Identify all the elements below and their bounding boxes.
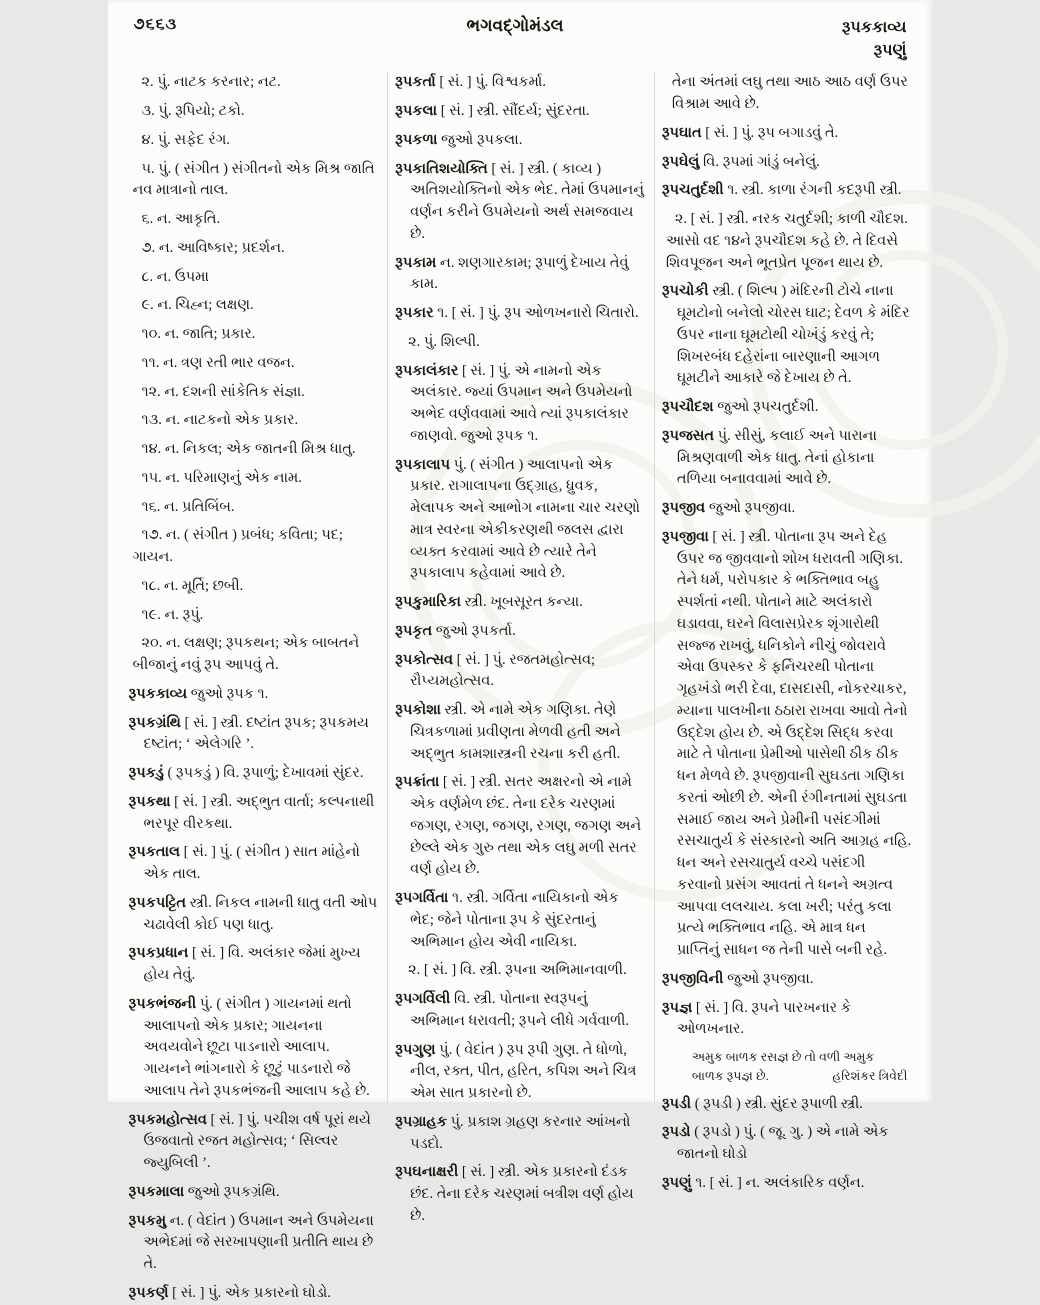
dictionary-entry: રૂપક્રાંતા [ સં. ] સ્ત્રી. સતર અક્ષરનો એ નામે એક વર્ણમેળ છંદ. તેના દરેક ચરણમાં જગણ, રગણ, જગણ, રગણ, જગણ અને છેલ્લે એક ગુરુ તથા એક લઘુ મળી સતર વર્ણ હોય છે. xyxy=(395,772,645,881)
dictionary-entry: રૂપકપ્રધાન [ સં. ] વિ. અલંકાર જેમાં મુખ્ય હોય તેવું. xyxy=(129,943,379,987)
headword: રૂપકપ્રધાન xyxy=(129,945,189,961)
dictionary-entry: ૨. પું. શિલ્પી. xyxy=(395,332,645,354)
dictionary-entry: ૧૫. ન. પરિમાણનું એક નામ. xyxy=(129,468,379,490)
headword: રૂપગર્વિતા xyxy=(395,890,448,906)
dictionary-entry: રૂપકર્ણ [ સં. ] પું. એક પ્રકારનો ઘોડો. xyxy=(129,1283,379,1305)
headword: રૂપકાલંકાર xyxy=(395,363,458,379)
headword: રૂપક્રાંતા xyxy=(395,774,439,790)
dictionary-entry: રૂપગ્રાહક પું. પ્રકાશ ગ્રહણ કરનાર આંખનો પડદો. xyxy=(395,1112,645,1156)
dictionary-entry: ૩. પું. રૂપિયો; ટકો. xyxy=(129,101,379,123)
dictionary-entry: ૧૮. ન. મૂર્તિ; છબી. xyxy=(129,576,379,598)
quote-text: અમુક બાળક રસજ્ઞ છે તો વળી અમુક બાળક રૂપજ્ઞ છે. xyxy=(692,1050,874,1083)
headword: રૂપણું xyxy=(662,1175,692,1191)
headword: રૂપકૃત xyxy=(395,623,432,639)
dictionary-entry: રૂપકલા [ સં. ] સ્ત્રી. સૌંદર્ય; સુંદરતા. xyxy=(395,101,645,123)
headword: રૂપકભંજની xyxy=(129,996,197,1012)
citation-quote xyxy=(692,1048,908,1086)
headword: રૂપકમુ xyxy=(129,1213,167,1229)
dictionary-entry: ૧૪. ન. નિકલ; એક જાતની મિશ્ર ધાતુ. xyxy=(129,439,379,461)
dictionary-entry: રૂપણું ૧. [ સં. ] ન. અલંકારિક વર્ણન. xyxy=(662,1173,912,1195)
headword: રૂપગ્રાહક xyxy=(395,1114,447,1130)
dictionary-entry: રૂપચોકી સ્ત્રી. ( શિલ્પ ) મંદિરની ટોચે નાના ઘૂમટોનો બનેલો ચોરસ ઘાટ; દેવળ કે મંદિર ઉપર નાના ઘૂમટોથી ચોખંડું કરવું તે; શિખરબંધ દહેરાંના બારણાની આગળ ઘૂમટીને આકારે જે દેખાય છે તે. xyxy=(662,281,912,390)
quote-attribution: હરિશંકર ત્રિવેદી xyxy=(832,1067,907,1086)
headword: રૂપકાતિશયોક્તિ xyxy=(395,161,488,177)
headword: રૂપચૌદશ xyxy=(662,399,714,415)
headword: રૂપકુમારિકા xyxy=(395,594,461,610)
dictionary-entry: રૂપકકાવ્ય જુઓ રૂપક ૧. xyxy=(129,684,379,706)
dictionary-entry: રૂપકભંજની પું. ( સંગીત ) ગાયનમાં થતો આલાપનો એક પ્રકાર; ગાયનના અવયવોને છૂટા પાડનારો આલાપ. ગાયનને ભાંગનારો કે છૂટું પાડનારો જે આલાપ તેને રૂપકભંજની આલાપ કહે છે. xyxy=(129,994,379,1103)
dictionary-entry: રૂપકામ ન. શણગારકામ; રૂપાળું દેખાય તેવું કામ. xyxy=(395,253,645,297)
dictionary-entry: ૨. પું. નાટક કરનાર; નટ. xyxy=(129,72,379,94)
dictionary-entry: રૂપજીવા [ સં. ] સ્ત્રી. પોતાના રૂપ અને દેહ ઉપર જ જીવવાનો શોખ ધરાવતી ગણિકા. તેને ધર્મ, પરોપકાર કે ભક્તિભાવ બહુ સ્પર્શતાં નથી. પોતાને માટે અલંકારો ઘડાવવા, ઘરને વિલાસપ્રેરક શૃંગારોથી સજ્જ રાખવું, ધનિકોને નીચું જોવરાવે એવા ઉપસ્કર કે ફર્નિચરથી પોતાના ગૃહખંડો ભરી દેવા, દાસદાસી, નોકરચાકર, મ્યાના પાલખીના ઠઠારા રાખવા આવો તેનો ઉદ્દેશ હોય છે. એ ઉદ્દેશ સિદ્ધ કરવા માટે તે પોતાના પ્રેમીઓ પાસેથી ઠીક ઠીક ધન મેળવે છે. રૂપજીવાની સુઘડતા ગણિકા કરતાં ઓછી છે. એની રંગીનતામાં સુઘડતા સમાઈ જાય અને પ્રેમીની પસંદગીમાં રસચાતુર્ય કે સંસ્કારનો અતિ આગ્રહ નહિ. ધન અને રસચાતુર્ય વચ્ચે પસંદગી કરવાનો પ્રસંગ આવતાં તે ધનને અગ્રત્વ આપવા લલચાય. કલા ખરી; પરંતુ કલા પ્રત્યે ભક્તિભાવ નહિ. એ માત્ર ધન પ્રાપ્તિનું સાધન જ તેની પાસે બની રહે. xyxy=(662,527,912,962)
text-columns xyxy=(108,66,933,1102)
headword: રૂપકામ xyxy=(395,255,436,271)
dictionary-entry: રૂપજીવ જુઓ રૂપજીવા. xyxy=(662,498,912,520)
dictionary-entry: રૂપકાતિશયોક્તિ [ સં. ] સ્ત્રી. ( કાવ્ય ) અતિશયોક્તિનો એક ભેદ. તેમાં ઉપમાનનું વર્ણન કરીને ઉપમેયનો અર્થ સમજવાય છે. xyxy=(395,159,645,246)
dictionary-entry: ૧૩. ન. નાટકનો એક પ્રકાર. xyxy=(129,410,379,432)
dictionary-entry: રૂપડો ( રૂપડો ) પું. ( જૂ. ગુ. ) એ નામે એક જાતનો ઘોડો xyxy=(662,1122,912,1166)
headword: રૂપગુણ xyxy=(395,1042,435,1058)
dictionary-entry: રૂપગર્વિલી વિ. સ્ત્રી. પોતાના સ્વરૂપનું અભિમાન ધરાવતી; રૂપને લીધે ગર્વવાળી. xyxy=(395,989,645,1033)
headword: રૂપકલા xyxy=(395,103,437,119)
column-left xyxy=(122,72,388,1102)
headword: રૂપકમાલા xyxy=(129,1184,185,1200)
dictionary-entry: રૂપકળા જુઓ રૂપકલા. xyxy=(395,130,645,152)
dictionary-entry: ૧૯. ન. રૂપું. xyxy=(129,605,379,627)
dictionary-entry: રૂપકગ્રંથિ [ સં. ] સ્ત્રી. દષ્ટાંત રૂપક; રૂપકમય દષ્ટાંત; ‘ એલેગરિ ’. xyxy=(129,713,379,757)
dictionary-entry: ૨. [ સં. ] વિ. સ્ત્રી. રૂપના અભિમાનવાળી. xyxy=(395,960,645,982)
dictionary-entry: રૂપકુમારિકા સ્ત્રી. ખૂબસૂરત કન્યા. xyxy=(395,592,645,614)
dictionary-entry: ૧૨. ન. દશની સાંકેતિક સંજ્ઞા. xyxy=(129,382,379,404)
headword: રૂપજીવિની xyxy=(662,971,724,987)
dictionary-entry: રૂપડી ( રૂપડી ) સ્ત્રી. સુંદર રૂપાળી સ્ત્રી. xyxy=(662,1094,912,1116)
dictionary-entry: રૂપઘેલું વિ. રૂપમાં ગાંડું બનેલું. xyxy=(662,152,912,174)
headword: રૂપકડું xyxy=(129,765,164,781)
dictionary-entry: ૪. પું. સફેદ રંગ. xyxy=(129,130,379,152)
dictionary-entry: રૂપકોત્સવ [ સં. ] પું. રજતમહોત્સવ; રૌપ્યમહોત્સવ. xyxy=(395,650,645,694)
dictionary-entry: રૂપજસત પું. સીસું, કલાઈ અને પારાના મિશ્રણવાળી એક ધાતુ. તેનાં હોકાના તળિયા બનાવવામાં આવે છે. xyxy=(662,426,912,491)
dictionary-entry: રૂપકાલાપ પું. ( સંગીત ) આલાપનો એક પ્રકાર. રાગાલાપના ઉદ્ગ્રાહ, ધ્રુવક, મેલાપક અને આભોગ નામના ચાર ચરણો માત્ર સ્વરના એકીકરણથી જલસ દ્વારા વ્યક્ત કરવામાં આવે છે ત્યારે તેને રૂપકાલાપ કહેવામાં આવે છે. xyxy=(395,455,645,586)
headword: રૂપજીવ xyxy=(662,500,705,516)
headword: રૂપકોશા xyxy=(395,702,441,718)
headword: રૂપકાલાપ xyxy=(395,457,450,473)
dictionary-entry: રૂપકમાલા જુઓ રૂપકગ્રંથિ. xyxy=(129,1182,379,1204)
dictionary-page xyxy=(108,0,933,1102)
headword: રૂપકાર xyxy=(395,305,433,321)
dictionary-entry: ૯. ન. ચિહ્ન; લક્ષણ. xyxy=(129,295,379,317)
dictionary-entry: ૬. ન. આકૃતિ. xyxy=(129,209,379,231)
dictionary-entry: રૂપજીવિની જુઓ રૂપજીવા. xyxy=(662,969,912,991)
headword: રૂપજસત xyxy=(662,428,714,444)
headword: રૂપકોત્સવ xyxy=(395,652,453,668)
dictionary-entry: રૂપગુણ પું. ( વેદાંત ) રૂપ રૂપી ગુણ. તે ધોળો, નીલ, રક્ત, પીત, હરિત, કપિશ અને ચિત્ર એમ સાત પ્રકારનો છે. xyxy=(395,1040,645,1105)
dictionary-entry: ૧૦. ન. જાતિ; પ્રકાર. xyxy=(129,324,379,346)
dictionary-entry: રૂપકમુ ન. ( વેદાંત ) ઉપમાન અને ઉપમેયના અભેદમાં જે સરખાપણાની પ્રતીતિ થાય છે તે. xyxy=(129,1211,379,1276)
dictionary-entry: રૂપચતુર્દશી ૧. સ્ત્રી. કાળા રંગની કદરૂપી સ્ત્રી. xyxy=(662,180,912,202)
dictionary-entry: રૂપકર્તા [ સં. ] પું. વિશ્વકર્મા. xyxy=(395,72,645,94)
headword: રૂપજીવા xyxy=(662,529,709,545)
headword: રૂપઘેલું xyxy=(662,154,700,170)
book-title: ભગવદ્ગોમંડલ xyxy=(254,16,777,36)
page-header xyxy=(108,0,933,66)
dictionary-entry: રૂપકપટ્ટિત સ્ત્રી. નિકલ નામની ધાતુ વતી ઓપ ચઢાવેલી કોઈ પણ ધાતુ. xyxy=(129,893,379,937)
dictionary-entry: રૂપઘાત [ સં. ] પું. રૂપ બગાડવું તે. xyxy=(662,123,912,145)
dictionary-entry: ૧૧. ન. ત્રણ રતી ભાર વજન. xyxy=(129,353,379,375)
headword: રૂપડો xyxy=(662,1124,691,1140)
dictionary-entry: ૧૭. ન. ( સંગીત ) પ્રબંધ; કવિતા; પદ; ગાયન. xyxy=(129,525,379,569)
column-right xyxy=(654,72,921,1102)
guide-words xyxy=(777,16,907,62)
dictionary-entry: ૫. પું. ( સંગીત ) સંગીતનો એક મિશ્ર જાતિ નવ માત્રાનો તાલ. xyxy=(129,159,379,203)
dictionary-entry: રૂપકાલંકાર [ સં. ] પું. એ નામનો એક અલંકાર. જ્યાં ઉપમાન અને ઉપમેયનો અભેદ વર્ણવવામાં આવે ત્યાં રૂપકાલંકાર જાણવો. જુઓ રૂપક ૧. xyxy=(395,361,645,448)
headword: રૂપગર્વિલી xyxy=(395,991,450,1007)
guide-word-bottom: રૂપણું xyxy=(777,39,907,62)
headword: રૂપડી xyxy=(662,1096,691,1112)
dictionary-entry: રૂપકોશા સ્ત્રી. એ નામે એક ગણિકા. તેણે ચિત્રકળામાં પ્રવીણતા મેળવી હતી અને અદ્ભુત કામશાસ્ત્રની રચના કરી હતી. xyxy=(395,700,645,765)
dictionary-entry: ૭. ન. આવિષ્કાર; પ્રદર્શન. xyxy=(129,238,379,260)
headword: રૂપકથા xyxy=(129,794,171,810)
headword: રૂપકર્ણ xyxy=(129,1285,169,1301)
dictionary-entry: ૨૦. ન. લક્ષણ; રૂપકથન; એક બાબતને બીજાનું નવું રૂપ આપવું તે. xyxy=(129,633,379,677)
dictionary-entry: રૂપકતાલ [ સં. ] પું. ( સંગીત ) સાત માંહેનો એક તાલ. xyxy=(129,842,379,886)
headword: રૂપકમહોત્સવ xyxy=(129,1112,207,1128)
guide-word-top: રૂપકકાવ્ય xyxy=(777,16,907,39)
dictionary-entry: રૂપજ્ઞ [ સં. ] વિ. રૂપને પારખનાર કે ઓળખનાર. xyxy=(662,998,912,1042)
dictionary-entry: રૂપકૃત જુઓ રૂપકર્તા. xyxy=(395,621,645,643)
column-middle xyxy=(387,72,654,1102)
headword: રૂપકર્તા xyxy=(395,74,436,90)
page-number: ૭૬૬૩ xyxy=(134,16,254,34)
headword: રૂપકકાવ્ય xyxy=(129,686,188,702)
headword: રૂપકપટ્ટિત xyxy=(129,895,187,911)
dictionary-entry: તેના અંતમાં લઘુ તથા આઠ આઠ વર્ણ ઉપર વિશ્રામ આવે છે. xyxy=(662,72,912,116)
dictionary-entry: ૧૬. ન. પ્રતિબિંબ. xyxy=(129,497,379,519)
dictionary-entry: રૂપગર્વિતા ૧. સ્ત્રી. ગર્વિતા નાયિકાનો એક ભેદ; જેને પોતાના રૂપ કે સુંદરતાનું અભિમાન હોય એવી નાયિકા. xyxy=(395,888,645,953)
headword: રૂપચતુર્દશી xyxy=(662,182,724,198)
dictionary-entry: રૂપકમહોત્સવ [ સં. ] પું. પચીશ વર્ષ પૂરાં થયે ઉજવાતો રજત મહોત્સવ; ‘ સિલ્વર જ્યુબિલી ’. xyxy=(129,1110,379,1175)
dictionary-entry: રૂપઘનાક્ષરી [ સં. ] સ્ત્રી. એક પ્રકારનો દંડક છંદ. તેના દરેક ચરણમાં બત્રીશ વર્ણ હોય છે. xyxy=(395,1162,645,1227)
headword: રૂપઘાત xyxy=(662,125,702,141)
dictionary-entry: રૂપકથા [ સં. ] સ્ત્રી. અદ્ભુત વાર્તા; કલ્પનાથી ભરપૂર વીરકથા. xyxy=(129,792,379,836)
headword: રૂપકગ્રંથિ xyxy=(129,715,181,731)
dictionary-entry: ૨. [ સં. ] સ્ત્રી. નરક ચતુર્દશી; કાળી ચૌદશ. આસો વદ ૧૪ને રૂપચૌદશ કહે છે. તે દિવસે શિવપૂજન અને ભૂતપ્રેત પૂજન થાય છે. xyxy=(662,209,912,274)
headword: રૂપચોકી xyxy=(662,283,709,299)
dictionary-entry: રૂપકડું ( રૂપકડું ) વિ. રૂપાળું; દેખાવમાં સુંદર. xyxy=(129,763,379,785)
headword: રૂપકતાલ xyxy=(129,844,181,860)
dictionary-entry: ૮. ન. ઉપમા xyxy=(129,267,379,289)
dictionary-entry: રૂપકાર ૧. [ સં. ] પું. રૂપ ઓળખનારો ચિતારો. xyxy=(395,303,645,325)
headword: રૂપઘનાક્ષરી xyxy=(395,1164,458,1180)
headword: રૂપજ્ઞ xyxy=(662,1000,692,1016)
dictionary-entry: રૂપચૌદશ જુઓ રૂપચતુર્દશી. xyxy=(662,397,912,419)
headword: રૂપકળા xyxy=(395,132,437,148)
